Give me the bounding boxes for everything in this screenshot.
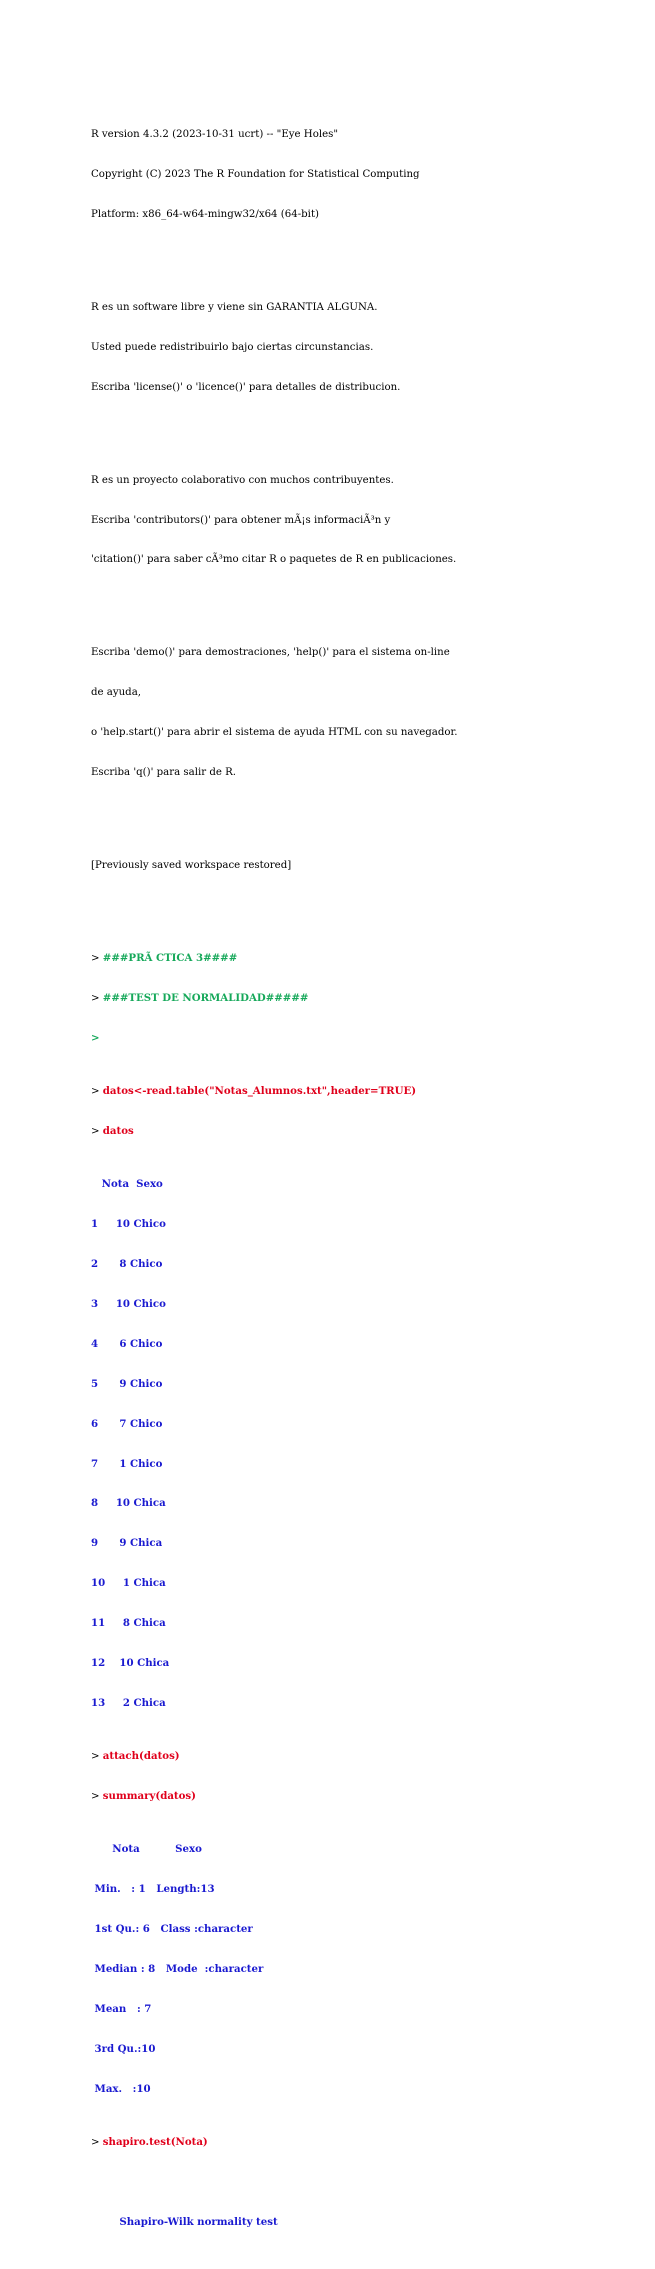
help-line: Escriba 'demo()' para demostraciones, 'help()' para el sistema on-line xyxy=(91,647,450,659)
comment-line xyxy=(91,952,631,965)
shapiro-command: shapiro.test(Nota) xyxy=(102,2135,208,2148)
license-line: R es un software libre y viene sin GARANTIA ALGUNA. xyxy=(91,301,378,313)
command-line xyxy=(91,1125,631,1138)
r-console-output xyxy=(91,88,631,2269)
prompt-symbol: > xyxy=(91,1751,100,1763)
summary-line: Mean : 7 xyxy=(91,2002,152,2015)
read-table-command: datos<-read.table("Notas_Alumnos.txt",header=TRUE) xyxy=(102,1085,417,1098)
blank-line xyxy=(91,899,631,912)
help-line: de ayuda, xyxy=(91,687,142,699)
command-line xyxy=(91,1790,631,1803)
copyright-line: Copyright (C) 2023 The R Foundation for Statistical Computing xyxy=(91,168,420,180)
table-row: 2 8 Chico xyxy=(91,1258,163,1271)
prompt-symbol: > xyxy=(91,1032,100,1045)
version-line: R version 4.3.2 (2023-10-31 ucrt) -- "Eye Holes" xyxy=(91,128,339,140)
table-row: 9 9 Chica xyxy=(91,1537,163,1550)
license-line: Escriba 'license()' o 'licence()' para detalles de distribucion. xyxy=(91,381,401,393)
datos-command: datos xyxy=(102,1125,134,1138)
prompt-symbol: > xyxy=(91,993,100,1005)
table-row: 13 2 Chica xyxy=(91,1696,166,1709)
prompt-symbol: > xyxy=(91,2136,100,2148)
table-row: 3 10 Chico xyxy=(91,1298,166,1311)
command-line xyxy=(91,1750,631,1763)
table-row: 6 7 Chico xyxy=(91,1417,163,1430)
summary-line: Nota Sexo xyxy=(91,1843,202,1856)
license-line: Usted puede redistribuirlo bajo ciertas circunstancias. xyxy=(91,341,374,353)
comment-text: ###TEST DE NORMALIDAD##### xyxy=(102,992,309,1005)
summary-line: Min. : 1 Length:13 xyxy=(91,1883,215,1896)
shapiro-title: Shapiro-Wilk normality test xyxy=(91,2215,278,2228)
workspace-restored-line: [Previously saved workspace restored] xyxy=(91,860,292,872)
prompt-symbol: > xyxy=(91,1791,100,1802)
command-line xyxy=(91,2136,631,2149)
table-row: 10 1 Chica xyxy=(91,1577,166,1590)
collab-line: R es un proyecto colaborativo con muchos contribuyentes. xyxy=(91,474,394,486)
table-row: 5 9 Chico xyxy=(91,1377,163,1390)
blank-line xyxy=(91,420,631,433)
comment-text: ###PRÃ CTICA 3#### xyxy=(102,952,238,965)
blank-line xyxy=(91,2176,631,2189)
table-header: Nota Sexo xyxy=(91,1178,163,1191)
table-row: 4 6 Chico xyxy=(91,1337,163,1350)
table-row: 8 10 Chica xyxy=(91,1497,166,1510)
summary-command: summary(datos) xyxy=(102,1790,196,1802)
table-row: 7 1 Chico xyxy=(91,1457,163,1470)
summary-line: 3rd Qu.:10 xyxy=(91,2042,156,2055)
prompt-symbol: > xyxy=(91,953,100,965)
collab-line: 'citation()' para saber cÃ³mo citar R o paquetes de R en publicaciones. xyxy=(91,554,457,566)
summary-line: Median : 8 Mode :character xyxy=(91,1962,264,1975)
attach-command: attach(datos) xyxy=(102,1750,180,1763)
table-row: 11 8 Chica xyxy=(91,1617,166,1630)
collab-line: Escriba 'contributors()' para obtener mÃ¡s informaciÃ³n y xyxy=(91,514,391,526)
help-line: Escriba 'q()' para salir de R. xyxy=(91,767,237,779)
platform-line: Platform: x86_64-w64-mingw32/x64 (64-bit) xyxy=(91,208,320,220)
blank-line xyxy=(91,806,631,819)
comment-line xyxy=(91,992,631,1005)
command-line xyxy=(91,1085,631,1098)
help-line: o 'help.start()' para abrir el sistema de ayuda HTML con su navegador. xyxy=(91,727,458,739)
summary-line: Max. :10 xyxy=(91,2082,151,2095)
table-row: 1 10 Chico xyxy=(91,1218,166,1231)
table-row: 12 10 Chica xyxy=(91,1657,170,1670)
prompt-symbol: > xyxy=(91,1086,100,1098)
empty-prompt-line xyxy=(91,1032,631,1045)
blank-line xyxy=(91,248,631,261)
summary-line: 1st Qu.: 6 Class :character xyxy=(91,1922,253,1935)
blank-line xyxy=(91,593,631,606)
prompt-symbol: > xyxy=(91,1126,100,1138)
